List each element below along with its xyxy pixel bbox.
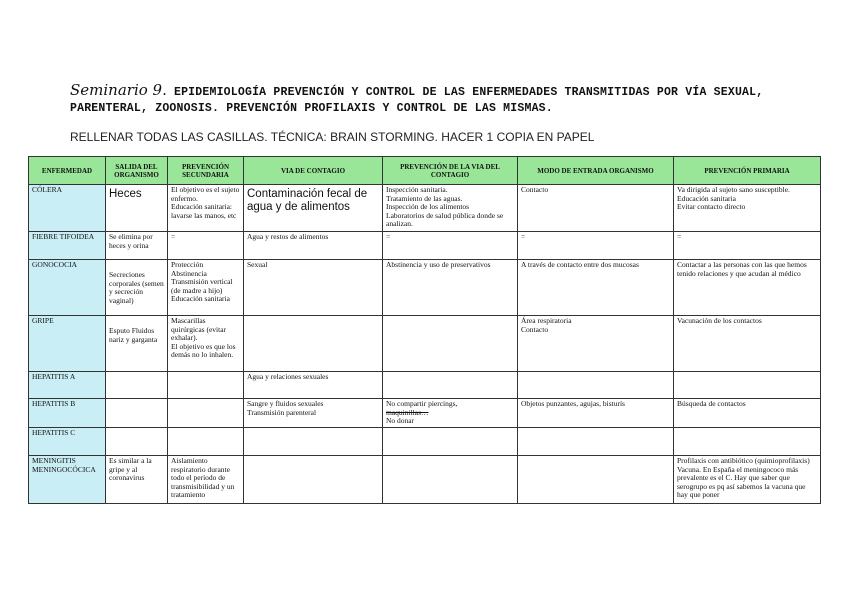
primary-cell: [674, 372, 821, 399]
header-salida: SALIDA DEL ORGANISMO: [106, 157, 168, 185]
route-cell: [244, 456, 383, 504]
disease-cell: GONOCOCIA: [29, 260, 106, 316]
table-row: [29, 260, 821, 316]
header-row: [29, 157, 821, 185]
entry-cell: A través de contacto entre dos mucosas: [518, 260, 674, 316]
exit-cell: Secreciones corporales (semen y secreción vaginal): [106, 260, 168, 316]
instructions-text: RELLENAR TODAS LAS CASILLAS. TÉCNICA: BRAIN STORMING. HACER 1 COPIA EN PAPEL: [70, 130, 595, 144]
primary-cell: [674, 428, 821, 456]
table-row: [29, 428, 821, 456]
primary-cell: Contactar a las personas con las que hemos tenido relaciones y que acudan al médico: [674, 260, 821, 316]
entry-cell: [518, 428, 674, 456]
route-cell: Agua y relaciones sexuales: [244, 372, 383, 399]
route-cell: Contaminación fecal de agua y de alimentos: [244, 185, 383, 232]
route-prevention-cell: [383, 372, 518, 399]
disease-cell: HEPATITIS B: [29, 399, 106, 428]
disease-cell: CÓLERA: [29, 185, 106, 232]
header-prevencion-secundaria: PREVENCIÓN SECUNDARIA: [168, 157, 244, 185]
title-prefix: Seminario 9.: [70, 81, 167, 99]
primary-cell: Profilaxis con antibiótico (quimioprofilaxis) Vacuna. En España el meningococo más prevalente es el C. Hay que saber que serogrupo es pq así sabemos la vacuna que hay que poner: [674, 456, 821, 504]
entry-cell: [518, 456, 674, 504]
secondary-cell: =: [168, 232, 244, 260]
secondary-cell: El objetivo es el sujeto enfermo. Educación sanitaria: lavarse las manos, etc: [168, 185, 244, 232]
header-modo-entrada: MODO DE ENTRADA ORGANISMO: [518, 157, 674, 185]
route-cell: Agua y restos de alimentos: [244, 232, 383, 260]
route-cell: Sangre y fluidos sexuales Transmisión parenteral: [244, 399, 383, 428]
table-row: [29, 185, 821, 232]
header-enfermedad: ENFERMEDAD: [29, 157, 106, 185]
exit-cell: Es similar a la gripe y al coronavirus: [106, 456, 168, 504]
document-title: [70, 82, 790, 117]
exit-cell: [106, 399, 168, 428]
table-row: [29, 372, 821, 399]
disease-cell: HEPATITIS A: [29, 372, 106, 399]
disease-cell: FIEBRE TIFOIDEA: [29, 232, 106, 260]
exit-cell: Heces: [106, 185, 168, 232]
route-prevention-cell: [383, 456, 518, 504]
route-prevention-cell: =: [383, 232, 518, 260]
route-cell: [244, 316, 383, 372]
header-via-contagio: VIA DE CONTAGIO: [244, 157, 383, 185]
route-cell: [244, 428, 383, 456]
table-row: [29, 232, 821, 260]
disease-cell: GRIPE: [29, 316, 106, 372]
entry-cell: Área respiratoria Contacto: [518, 316, 674, 372]
table-row: [29, 316, 821, 372]
route-cell: Sexual: [244, 260, 383, 316]
primary-cell: Va dirigida al sujeto sano susceptible. Educación sanitaria Evitar contacto directo: [674, 185, 821, 232]
table-row: [29, 456, 821, 504]
route-prevention-cell: [383, 428, 518, 456]
exit-cell: Esputo Fluidos nariz y garganta: [106, 316, 168, 372]
entry-cell: =: [518, 232, 674, 260]
route-prevention-cell: Abstinencia y uso de preservativos: [383, 260, 518, 316]
exit-cell: [106, 428, 168, 456]
secondary-cell: Aislamiento respiratorio durante todo el período de transmisibilidad y un tratamiento: [168, 456, 244, 504]
header-prevencion-via: PREVENCIÓN DE LA VIA DEL CONTAGIO: [383, 157, 518, 185]
header-prevencion-primaria: PREVENCIÓN PRIMARIA: [674, 157, 821, 185]
secondary-cell: Protección Abstinencia Transmisión vertical (de madre a hijo) Educación sanitaria: [168, 260, 244, 316]
entry-cell: [518, 372, 674, 399]
secondary-cell: [168, 428, 244, 456]
entry-cell: Objetos punzantes, agujas, bisturís: [518, 399, 674, 428]
route-prevention-cell: No compartir piercings, maquinillas… No donar: [383, 399, 518, 428]
title-text: EPIDEMIOLOGÍA PREVENCIÓN Y CONTROL DE LAS ENFERMEDADES TRANSMITIDAS POR VÍA SEXUAL, PARENTERAL, ZOONOSIS. PREVENCIÓN PROFILAXIS Y CONTROL DE LAS MISMAS.: [70, 86, 764, 115]
exit-cell: Se elimina por heces y orina: [106, 232, 168, 260]
disease-cell: HEPATITIS C: [29, 428, 106, 456]
secondary-cell: [168, 372, 244, 399]
secondary-cell: Mascarillas quirúrgicas (evitar exhalar). El objetivo es que los demás no lo inhalen.: [168, 316, 244, 372]
route-prevention-cell: [383, 316, 518, 372]
route-prevention-cell: Inspección sanitaria. Tratamiento de las aguas. Inspección de los alimentos Laboratorios de salud pública donde se analizan.: [383, 185, 518, 232]
table-row: [29, 399, 821, 428]
primary-cell: Vacunación de los contactos: [674, 316, 821, 372]
entry-cell: Contacto: [518, 185, 674, 232]
primary-cell: Búsqueda de contactos: [674, 399, 821, 428]
disease-cell: MENINGITIS MENINGOCÓCICA: [29, 456, 106, 504]
secondary-cell: [168, 399, 244, 428]
primary-cell: =: [674, 232, 821, 260]
diseases-table: [28, 156, 821, 504]
exit-cell: [106, 372, 168, 399]
